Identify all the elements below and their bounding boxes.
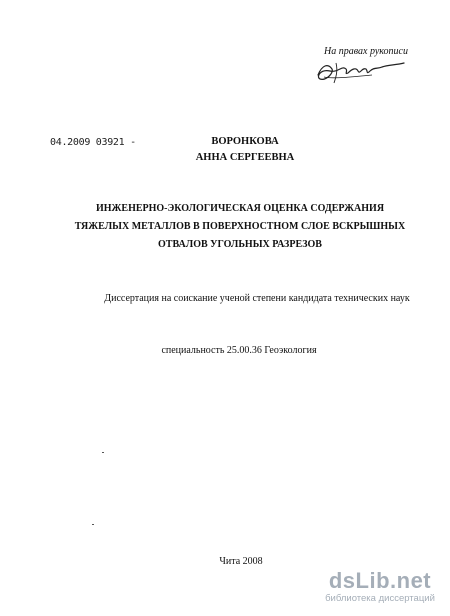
specialty-line: специальность 25.00.36 Геоэкология	[161, 345, 317, 356]
scan-speck	[102, 452, 104, 453]
title-line: ИНЖЕНЕРНО-ЭКОЛОГИЧЕСКАЯ ОЦЕНКА СОДЕРЖАНИЯ	[95, 203, 385, 214]
dslib-watermark	[324, 570, 436, 604]
author-given-names: АННА СЕРГЕЕВНА	[195, 152, 295, 163]
rights-notice: На правах рукописи	[324, 46, 408, 57]
title-line: ТЯЖЕЛЫХ МЕТАЛЛОВ В ПОВЕРХНОСТНОМ СЛОЕ ВСКРЫШНЫХ	[74, 221, 406, 232]
watermark-subtitle: библиотека диссертаций	[325, 593, 435, 604]
degree-statement: Диссертация на соискание ученой степени кандидата технических наук	[104, 293, 410, 304]
dissertation-title	[30, 200, 450, 254]
city-and-year: Чита 2008	[219, 556, 263, 567]
handwritten-signature	[312, 57, 407, 85]
watermark-logo: dsLib.net	[328, 568, 432, 593]
library-registry-stamp: 04.2009 03921 -	[50, 137, 136, 148]
scan-speck	[92, 524, 94, 525]
title-line: ОТВАЛОВ УГОЛЬНЫХ РАЗРЕЗОВ	[158, 239, 322, 250]
author-surname: ВОРОНКОВА	[211, 136, 279, 147]
